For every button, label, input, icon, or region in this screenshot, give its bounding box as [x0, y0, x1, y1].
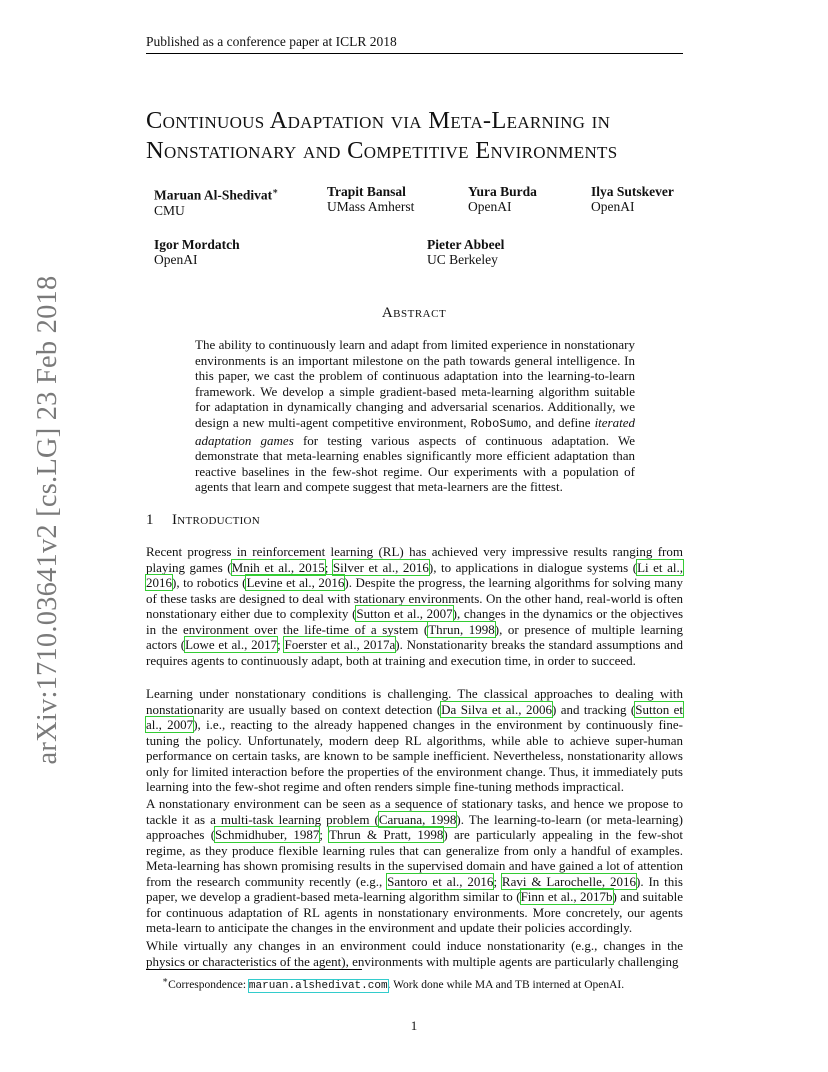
footnote-mark: ∗: [162, 975, 169, 985]
intro-paragraph-2: Learning under nonstationary conditions is challenging. The classical approaches to dealing with nonstationarity are usually based on context detection (Da Silva et al., 2006) and tracking (Sutton et al., 2007), i.e., reacting to the already happened changes in the environment by continuously fine-tuning the policy. Unfortunately, modern deep RL algorithms, while able to achieve super-human performance on certain tasks, are known to be sample inefficient. Nevertheless, nonstationarity allows only for limited interaction before the properties of the environment change. Thus, it immediately puts learning into the few-shot regime and often renders simple fine-tuning methods impractical.: [146, 686, 683, 794]
citation-link[interactable]: Ravi & Larochelle, 2016: [501, 873, 637, 889]
email-link[interactable]: maruan.alshedivat.com: [248, 979, 388, 992]
citation-link[interactable]: Finn et al., 2017b: [520, 889, 613, 904]
author-name: Maruan Al-Shedivat∗: [154, 186, 279, 203]
citation-link[interactable]: Mnih et al., 2015: [231, 559, 325, 575]
intro-paragraph-3: A nonstationary environment can be seen as a sequence of stationary tasks, and hence we propose to tackle it as a multi-task learning problem (Caruana, 1998). The learning-to-learn (or meta-learning) approaches (Schmidhuber, 1987; Thrun & Pratt, 1998) are particularly appealing in the few-shot regime, as they produce flexible learning rules that can generalize from only a handful of examples. Meta-learning has shown promising results in the supervised domain and have gained a lot of attention from the research community recently (e.g., Santoro et al., 2016; Ravi & Larochelle, 2016). In this paper, we develop a gradient-based meta-learning algorithm similar to (Finn et al., 2017b) and suitable for continuous adaptation of RL agents in nonstationary environments. More concretely, our agents meta-learn to anticipate the changes in the environment and update their policies accordingly.: [146, 796, 684, 935]
footnote-mark: ∗: [272, 186, 279, 196]
footnote: ∗Correspondence: maruan.alshedivat.com. Work done while MA and TB interned at OpenAI.: [162, 975, 625, 992]
citation-link[interactable]: Thrun, 1998: [428, 621, 495, 637]
citation-link[interactable]: Thrun & Pratt, 1998: [328, 827, 444, 842]
citation-link[interactable]: Levine et al., 2016: [246, 575, 345, 590]
author-block: [468, 184, 537, 214]
running-header: Published as a conference paper at ICLR 2018: [146, 34, 397, 49]
author-affiliation: OpenAI: [154, 252, 198, 267]
intro-paragraph-4: While virtually any changes in an environment could induce nonstationarity (e.g., changes in the physics or characteristics of the agent), environments with multiple agents are particularly challenging: [146, 938, 683, 969]
author-name: Igor Mordatch: [154, 237, 240, 252]
abstract-heading: Abstract: [381, 305, 447, 321]
title-line-1: Continuous Adaptation via Meta-Learning in: [146, 107, 611, 134]
title-line-2: Nonstationary and Competitive Environments: [146, 137, 618, 164]
citation-link[interactable]: Li et al., 2016: [146, 559, 683, 590]
robosumo-name: RoboSumo: [470, 416, 529, 431]
author-affiliation: OpenAI: [591, 199, 635, 214]
author-block: [154, 184, 278, 218]
author-name: Trapit Bansal: [327, 184, 406, 199]
paper-title: [146, 106, 706, 166]
citation-link[interactable]: Foerster et al., 2017a: [284, 637, 396, 652]
section-title: Introduction: [172, 512, 261, 528]
author-name: Pieter Abbeel: [427, 237, 505, 252]
citation-link[interactable]: Caruana, 1998: [378, 811, 457, 827]
author-name: Yura Burda: [468, 184, 537, 199]
citation-link[interactable]: Schmidhuber, 1987: [215, 827, 320, 842]
author-block: [327, 184, 414, 214]
author-block: [154, 237, 240, 267]
citation-link[interactable]: Silver et al., 2016: [332, 559, 429, 575]
arxiv-identifier: arXiv:1710.03641v2 [cs.LG] 23 Feb 2018: [32, 275, 63, 765]
citation-link[interactable]: Lowe et al., 2017: [185, 637, 278, 652]
section-number: 1: [146, 512, 154, 528]
page-number: 1: [410, 1018, 418, 1033]
header-rule: [146, 53, 683, 54]
author-name: Ilya Sutskever: [591, 184, 674, 199]
author-affiliation: UMass Amherst: [327, 199, 415, 214]
section-heading: [146, 512, 260, 529]
author-affiliation: UC Berkeley: [427, 252, 498, 267]
citation-link[interactable]: Da Silva et al., 2006: [441, 701, 552, 717]
author-affiliation: CMU: [154, 202, 185, 218]
intro-paragraph-1: Recent progress in reinforcement learning (RL) has achieved very impressive results ranging from playing games (Mnih et al., 2015; Silver et al., 2016), to applications in dialogue systems (Li et al., 2016), to robotics (Levine et al., 2016). Despite the progress, the learning algorithms for solving many of these tasks are designed to deal with stationary environments. On the other hand, real-world is often nonstationary either due to complexity (Sutton et al., 2007), changes in the dynamics or the objectives in the environment over the life-time of a system (Thrun, 1998), or presence of multiple learning actors (Lowe et al., 2017; Foerster et al., 2017a). Nonstationarity breaks the standard assumptions and requires agents to continuously adapt, both at training and execution time, in order to succeed.: [146, 544, 684, 668]
abstract-text: The ability to continuously learn and adapt from limited experience in nonstationary environments is an important milestone on the path towards general intelligence. In this paper, we cast the problem of continuous adaptation into the learning-to-learn framework. We develop a simple gradient-based meta-learning algorithm suitable for adaptation in dynamically changing and adversarial scenarios. Additionally, we design a new multi-agent competitive environment, RoboSumo, and define iterated adaptation games for testing various aspects of continuous adaptation. We demonstrate that meta-learning enables significantly more efficient adaptation than reactive baselines in the few-shot regime. Our experiments with a population of agents that learn and compete suggest that meta-learners are the fittest.: [195, 337, 635, 495]
author-affiliation: OpenAI: [468, 199, 512, 214]
citation-link[interactable]: Sutton et al., 2007: [146, 701, 683, 732]
citation-link[interactable]: Santoro et al., 2016: [387, 873, 494, 889]
emphasis: iterated adaptation games: [195, 414, 635, 448]
author-block: [427, 237, 504, 267]
author-block: [591, 184, 674, 214]
footnote-rule: [146, 969, 362, 970]
citation-link[interactable]: Sutton et al., 2007: [356, 606, 453, 621]
